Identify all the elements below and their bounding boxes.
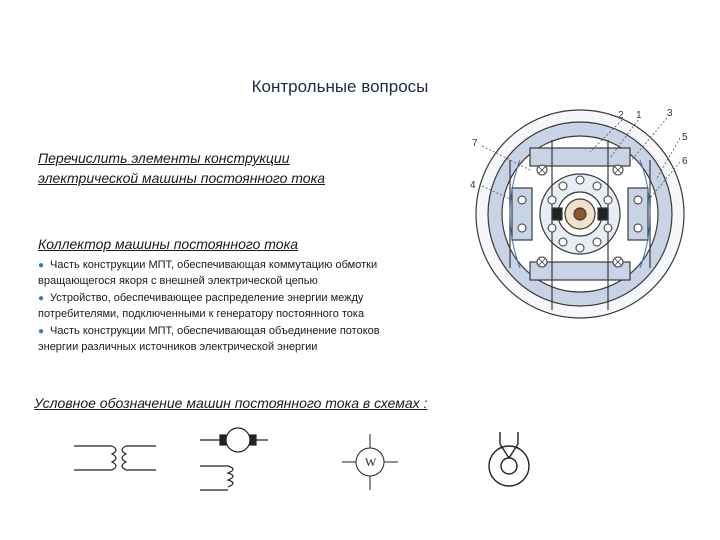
page-title: Контрольные вопросы (251, 77, 429, 96)
symbol-dc-motor (198, 420, 273, 500)
question-1 (38, 148, 398, 188)
answer-option-2[interactable] (38, 291, 458, 321)
diagram-label-4: 4 (470, 180, 476, 191)
symbol-wattmeter (340, 432, 400, 492)
diagram-label-6: 6 (682, 156, 688, 167)
dc-machine-diagram (460, 100, 710, 325)
diagram-label-3: 3 (667, 108, 673, 119)
answer-option-2-line-1: Устройство, обеспечивающее распределение энергии между (50, 292, 364, 304)
diagram-label-7: 7 (472, 138, 478, 149)
diagram-label-1: 1 (636, 110, 642, 121)
question-3-heading: Условное обозначение машин постоянного тока в схемах : (34, 395, 428, 411)
answer-option-3-line-1: Часть конструкции МПТ, обеспечивающая объединение потоков (50, 325, 380, 337)
question-2-heading: Коллектор машины постоянного тока (38, 236, 298, 252)
diagram-label-2: 2 (618, 110, 624, 121)
answer-option-1[interactable] (38, 258, 458, 288)
question-1-line-1: Перечислить элементы конструкции (38, 150, 290, 166)
answer-option-1-line-1: Часть конструкции МПТ, обеспечивающая коммутацию обмотки (50, 259, 378, 271)
symbol-wattmeter-label: W (365, 455, 377, 469)
bullet-icon: ● (38, 293, 45, 304)
diagram-label-5: 5 (682, 132, 688, 143)
question-1-line-2: электрической машины постоянного тока (38, 170, 325, 186)
answer-option-3-line-2: энергии различных источников электрической энергии (38, 340, 318, 353)
bullet-icon: ● (38, 326, 45, 337)
symbol-coils (72, 432, 162, 492)
answer-option-2-line-2: потребителями, подключенными к генератору постоянного тока (38, 307, 365, 320)
answer-option-1-line-2: вращающегося якоря с внешней электрической цепью (38, 274, 318, 287)
symbol-ring-motor (484, 430, 534, 492)
bullet-icon: ● (38, 260, 45, 271)
answer-options (38, 258, 458, 357)
answer-option-3[interactable] (38, 324, 458, 354)
